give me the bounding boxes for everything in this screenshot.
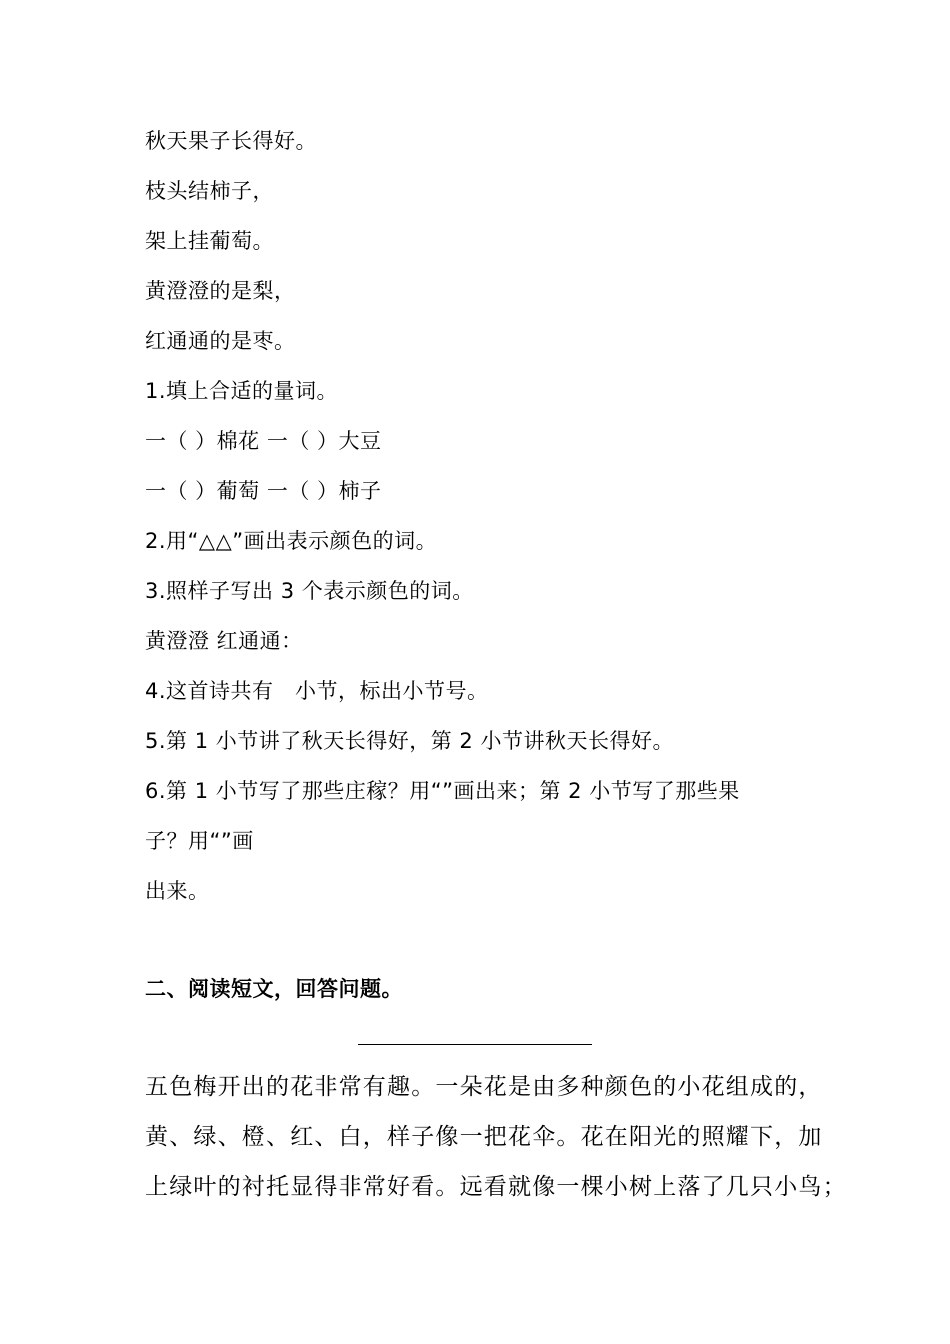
- passage-line: 上绿叶的衬托显得非常好看。远看就像一棵小树上落了几只小鸟；: [145, 1174, 847, 1200]
- poem-line: 红通通的是枣。: [145, 329, 296, 353]
- question-4: 4.这首诗共有 小节，标出小节号。: [145, 679, 489, 703]
- question-3-title: 3.照样子写出 3 个表示颜色的词。: [145, 579, 474, 603]
- question-6-line: 6.第 1 小节写了那些庄稼？用“”画出来；第 2 小节写了那些果: [145, 779, 740, 803]
- question-1-row: 一（ ）棉花 一（ ）大豆: [145, 429, 382, 453]
- question-1-row: 一（ ）葡萄 一（ ）柿子: [145, 479, 382, 503]
- passage-line: 黄、绿、橙、红、白，样子像一把花伞。花在阳光的照耀下，加: [145, 1124, 823, 1150]
- poem-line: 枝头结柿子，: [145, 179, 274, 203]
- question-1-title: 1.填上合适的量词。: [145, 379, 339, 403]
- question-6-line: 出来。: [145, 879, 210, 903]
- poem-line: 黄澄澄的是梨，: [145, 279, 296, 303]
- title-blank-line: [358, 1044, 592, 1045]
- poem-line: 秋天果子长得好。: [145, 129, 317, 153]
- passage-line: 五色梅开出的花非常有趣。一朵花是由多种颜色的小花组成的，: [145, 1074, 823, 1100]
- question-3-example: 黄澄澄 红通通：: [145, 629, 303, 653]
- question-2: 2.用“△△”画出表示颜色的词。: [145, 529, 438, 553]
- question-5: 5.第 1 小节讲了秋天长得好，第 2 小节讲秋天长得好。: [145, 729, 674, 753]
- poem-line: 架上挂葡萄。: [145, 229, 274, 253]
- section-2-heading: 二、阅读短文，回答问题。: [145, 977, 403, 1001]
- question-6-line: 子？用“”画: [145, 829, 254, 853]
